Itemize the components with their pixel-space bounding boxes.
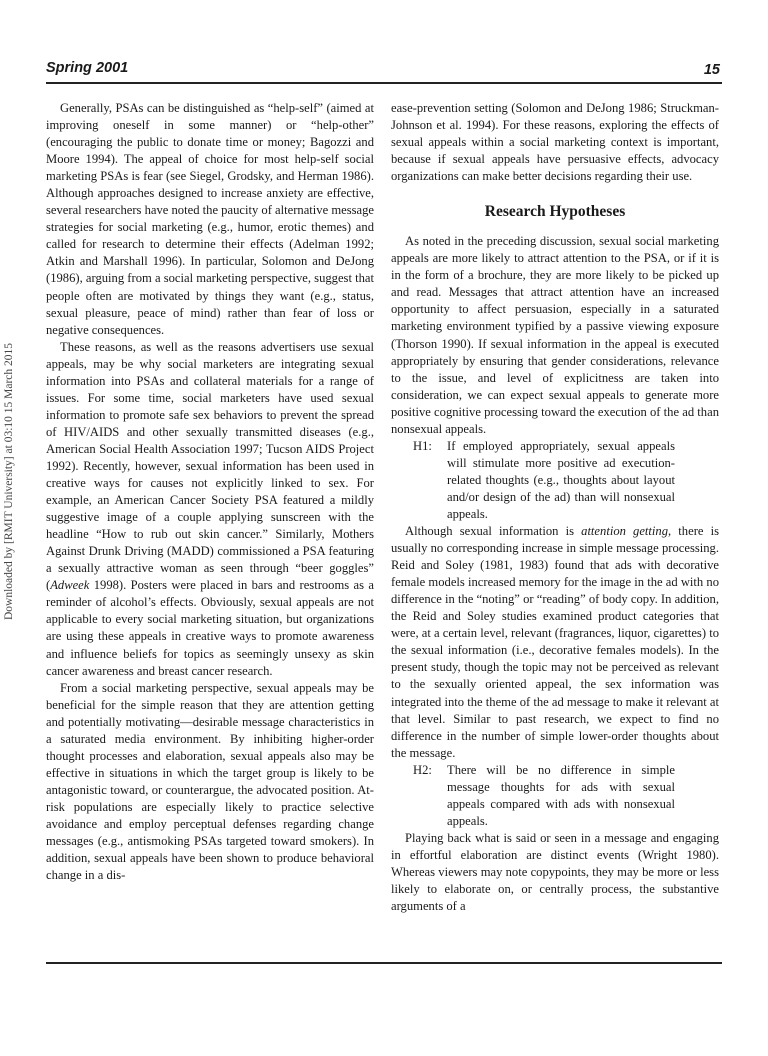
hypothesis-h2 xyxy=(391,762,719,830)
paragraph: ease-prevention setting (Solomon and DeJong 1986; Struckman-Johnson et al. 1994). For these reasons, exploring the effects of sexual appeals within a social marketing context is important, because if sexual appeals have persuasive effects, advocacy organizations can make better decisions regarding their use. xyxy=(391,101,719,184)
paragraph: From a social marketing perspective, sexual appeals may be beneficial for the simple reason that they are attention getting and potentially motivating—desirable message characteristics in a saturated media environment. By inhibiting higher-order thought processes and elaboration, sexual appeals also may be effective in situations in which the target group is likely to be antagonistic toward, or counterargue, the advocated position. At-risk populations are especially likely to practice selective avoidance and employ perceptual defenses regarding change messages (e.g., antismoking PSAs targeted toward smokers). In addition, sexual appeals have been shown to produce behavioral change in a dis- xyxy=(46,680,374,883)
paragraph-text: , there is usually no corresponding increase in simple message processing. Reid and Soley (1981, 1983) found that ads with decorative female models increased memory for the image in the ad with no difference in the “noting” or “reading” of body copy. In addition, the Reid and Soley studies examined product categories that were, at a certain level, relevant (fragrances, liquor, cigarettes) to the sexual information (i.e., decorative females models). In the present study, though the topic may not be perceived as relevant to the sexually oriented appeal, the sex information was integrated into the theme of the ad message to make it relevant at that level. Similar to past research, we expect to find no difference in the number of simple lower-order thoughts about the message. xyxy=(391,524,720,760)
paragraph: Playing back what is said or seen in a message and engaging in effortful elaboration are distinct events (Wright 1980). Whereas viewers may note copypoints, they may be more or less likely to elaborate on, or centrally process, the substantive arguments of a xyxy=(391,830,719,914)
paragraph xyxy=(391,523,719,762)
hypothesis-h1 xyxy=(391,438,719,523)
hypothesis-text: If employed appropriately, sexual appeals will stimulate more positive ad execution-related thoughts (e.g., thoughts about layout and/or design of the ad) than will nonsexual appeals. xyxy=(447,438,675,521)
watermark-text: Downloaded by [RMIT University] at 03:10 15 March 2015 xyxy=(3,342,15,620)
paragraph-text: 1998). Posters were placed in bars and restrooms as a reminder of alcohol’s effects. Obviously, sexual appeals are not applicable to every social marketing situation, but organizations are using these appeals in creative ways to promote awareness and influence beliefs for topics as seemingly unsexy as skin cancer awareness and breast cancer research. xyxy=(46,578,374,678)
header-rule xyxy=(46,82,722,84)
paragraph xyxy=(46,339,374,680)
right-column xyxy=(391,100,719,915)
page-number: 15 xyxy=(703,62,720,78)
paragraph-text: Although sexual information is xyxy=(405,524,582,539)
download-watermark xyxy=(3,160,17,620)
hypothesis-label: H1: xyxy=(413,438,432,453)
footer-rule xyxy=(46,962,722,964)
citation-italic: Adweek xyxy=(50,578,90,593)
paragraph: Generally, PSAs can be distinguished as “help-self” (aimed at improving oneself in some manner) or “help-other” (encouraging the public to donate time or money; Bagozzi and Moore 1994). The appeal of choice for most help-self social marketing PSAs is fear (see Siegel, Grodsky, and Herman 1986). Although approaches designed to increase anxiety are effective, several researchers have noted the paucity of alternative message strategies for social marketing (e.g., humor, erotic themes) and called for research to determine their effects (Adelman 1992; Atkin and Marshall 1996). In particular, Solomon and DeJong (1986), arguing from a social marketing perspective, suggest that people often are motivated by things they want (e.g., status, sexual pleasure, peace of mind) rather than fear of loss or negative consequences. xyxy=(46,101,374,337)
hypothesis-text: There will be no difference in simple message thoughts for ads with sexual appeals compared with ads with nonsexual appeals. xyxy=(447,762,675,828)
emphasis-italic: attention getting xyxy=(581,524,669,539)
paragraph: As noted in the preceding discussion, sexual social marketing appeals are more likely to attract attention to the PSA, or if it is in the form of a brochure, they are more likely to be picked up and read. Messages that attract attention have an increased opportunity to affect persuasion, especially in a saturated marketing environment typified by a passive viewing exposure (Thorson 1990). If sexual information in the appeal is executed appropriately by ensuring that gender considerations, relevance to the issue, and level of explicitness are taken into consideration, we can expect sexual appeals to generate more positive cognitive processing toward the execution of the ad than nonsexual appeals. xyxy=(391,234,719,436)
left-column xyxy=(46,100,374,884)
hypothesis-label: H2: xyxy=(413,762,432,777)
paragraph-text: These reasons, as well as the reasons advertisers use sexual appeals, may be why social marketers are integrating sexual information into PSAs and collateral materials for a range of issues. For some time, social marketers have used sexual information to promote safe sex behaviors to prevent the spread of HIV/AIDS and other sexually transmitted diseases (e.g., American Social Health Association 1997; Tucson AIDS Project 1992). Recently, however, sexual information has been used in creative ways for causes not explicitly linked to sex. For example, an American Cancer Society PSA featured a mildly suggestive image of a couple applying sunscreen with the headline “How to rub out skin cancer.” Similarly, Mothers Against Drunk Driving (MADD) commissioned a PSA featuring a sexually attractive woman as seen through “beer goggles” ( xyxy=(46,339,374,593)
section-heading: Research Hypotheses xyxy=(484,203,626,221)
running-header-journal: Spring 2001 xyxy=(46,60,129,76)
